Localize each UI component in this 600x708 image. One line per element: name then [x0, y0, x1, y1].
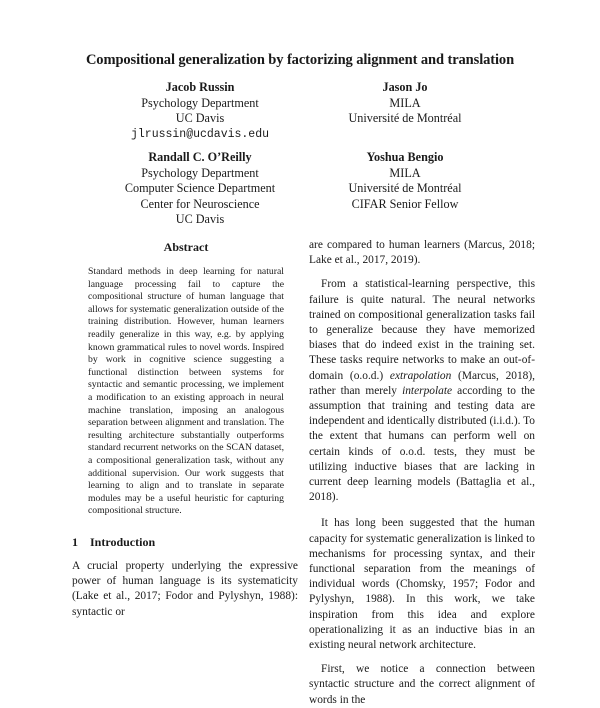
author-email[interactable]: jlrussin@ucdavis.edu [130, 127, 270, 141]
paragraph: It has long been suggested that the human capacity for systematic generalization is linked to mechanisms for processing syntax, and their functional separation from the meanings of individual words (Chomsky, 1957; Fodor and Pylyshyn, 1988). In this work, we take inspiration from this idea and explore operationalizing it as an inductive bias in an existing neural network architecture. [309, 517, 535, 652]
introduction-text [72, 559, 298, 620]
section-heading-introduction [72, 535, 155, 550]
author-affiliation: Computer Science Department [124, 181, 276, 196]
paper-title: Compositional generalization by factorizing alignment and translation [85, 52, 515, 68]
paragraph: First, we notice a connection between syntactic structure and the correct alignment of words in the [309, 663, 535, 706]
section-number: 1 [72, 535, 78, 549]
emphasis: extrapolation [389, 369, 452, 382]
author-name: Jason Jo [382, 80, 428, 94]
abstract-body: Standard methods in deep learning for natural language processing fail to capture the compositional structure of human language that allows for systematic generalization outside of the training distribution. However, human learners readily generalize in this way, e.g. by applying known grammatical rules to novel words. Inspired by work in cognitive science suggesting a functional distinction between systems for syntactic and semantic processing, we implement a modification to an existing approach in neural machine translation, imposing an analogous separation between alignment and translation. The resulting architecture substantially outperforms standard recurrent networks on the SCAN dataset, a compositional generalization task, without any additional supervision. Our work suggests that learning to align and to translate in separate modules may be a useful heuristic for capturing compositional structure. [88, 266, 284, 517]
author-block-oreilly [100, 150, 300, 228]
text-run: From a statistical-learning perspective, this failure is quite natural. The neural networks trained on compositional generalization tasks fail to generalize because they have memorized biases that do indeed exist in the training set. These tasks require networks to make an out-of-domain (o.o.d.) [309, 278, 535, 382]
author-block-bengio [305, 150, 505, 212]
author-affiliation: Psychology Department [141, 95, 259, 110]
author-name: Yoshua Bengio [366, 150, 444, 164]
text-run: (Marcus, 2018), rather than merely [309, 369, 535, 397]
author-affiliation: MILA [389, 165, 421, 180]
author-name: Jacob Russin [165, 80, 235, 94]
author-block-russin [100, 80, 300, 142]
author-affiliation: UC Davis [175, 111, 225, 126]
author-block-jo [305, 80, 505, 127]
abstract-heading: Abstract [163, 240, 209, 254]
paragraph: are compared to human learners (Marcus, 2018; Lake et al., 2017, 2019). [309, 239, 535, 267]
author-affiliation: Center for Neuroscience [140, 196, 260, 211]
author-affiliation: UC Davis [175, 212, 225, 227]
text-run: according to the assumption that training and testing data are independent and identically distributed (i.i.d.). To the extent that humans can perform well on certain kinds of o.o.d. tests, they must be utilizing inductive biases that are lacking in current deep learning models (Battaglia et al., 2018). [309, 384, 535, 504]
author-name: Randall C. O’Reilly [148, 150, 252, 164]
author-affiliation: Université de Montréal [348, 181, 462, 196]
author-affiliation: CIFAR Senior Fellow [351, 196, 459, 211]
paragraph: A crucial property underlying the expressive power of human language is its systematicity (Lake et al., 2017; Fodor and Pylyshyn, 1988): syntactic or [72, 560, 298, 618]
author-affiliation: Psychology Department [141, 165, 259, 180]
right-column [309, 238, 535, 708]
paragraph [309, 277, 535, 505]
section-title: Introduction [90, 535, 156, 549]
emphasis: interpolate [402, 384, 453, 397]
author-affiliation: MILA [389, 95, 421, 110]
author-affiliation: Université de Montréal [348, 111, 462, 126]
